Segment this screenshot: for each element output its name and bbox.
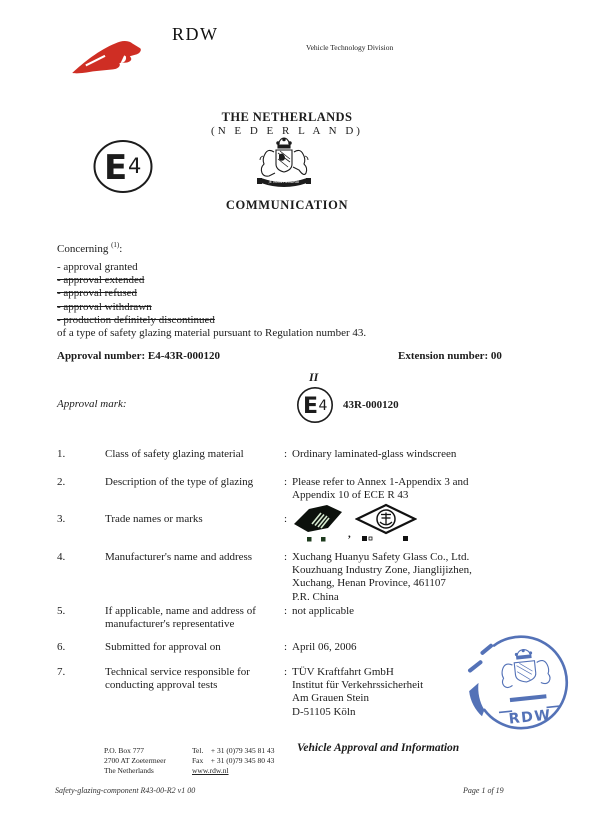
item-value: Please refer to Annex 1-Appendix 3 and	[292, 476, 469, 488]
rdw-logo-icon	[68, 33, 150, 81]
item-value: Kouzhuang Industry Zone, Jianglijizhen,	[292, 564, 472, 577]
netherlands-coat-of-arms-icon	[249, 136, 319, 196]
concerning-footnote-ref: (1)	[111, 241, 120, 249]
concerning-item: - production definitely discontinued	[57, 313, 215, 326]
concerning-closing: of a type of safety glazing material pursuant to Regulation number 43.	[57, 327, 367, 339]
item-row-1	[57, 448, 557, 461]
item-value: Xuchang Huanyu Safety Glass Co., Ltd.	[292, 551, 470, 563]
footer-fax: Fax + 31 (0)79 345 80 43	[192, 756, 275, 765]
item-value: Appendix 10 of ECE R 43	[292, 489, 409, 502]
item-label: Manufacturer's name and address	[105, 551, 253, 563]
colon: :	[284, 551, 288, 563]
concerning-colon: :	[119, 243, 123, 255]
approval-mark-digit: 4	[318, 398, 328, 414]
concerning-item: - approval withdrawn	[57, 300, 152, 313]
footer-address-line: The Netherlands	[104, 766, 154, 775]
colon: :	[284, 605, 288, 617]
brand-title: RDW	[172, 24, 219, 44]
item-label: Submitted for approval on	[105, 641, 221, 653]
approval-mark-letter: E	[303, 394, 319, 419]
communication-heading: COMMUNICATION	[225, 198, 349, 212]
item-label: If applicable, name and address of manufacturer's representative	[105, 605, 256, 631]
item-label: Trade names or marks	[105, 513, 203, 525]
colon: :	[284, 666, 288, 678]
colon: :	[284, 448, 288, 460]
rdw-stamp-icon	[460, 618, 594, 752]
item-value: TÜV Kraftfahrt GmbH	[292, 666, 394, 678]
coat-of-arms-motto: JE MAINTIENDRAI	[268, 180, 300, 185]
colon: :	[284, 513, 288, 525]
approval-mark-label: Approval mark:	[57, 398, 127, 410]
item-value: D-51105 Köln	[292, 705, 356, 718]
e4-badge-letter: E	[104, 148, 128, 188]
item-value: P.R. China	[292, 590, 339, 603]
footer-tagline: Vehicle Approval and Information	[297, 742, 460, 754]
item-row-4	[57, 551, 557, 604]
concerning-list	[57, 261, 215, 327]
item-number: 3.	[57, 513, 66, 525]
roman-numeral: II	[309, 370, 319, 384]
item-number: 1.	[57, 448, 66, 460]
extension-number: Extension number: 00	[398, 350, 502, 362]
item-value: Institut für Verkehrssicherheit	[292, 679, 424, 692]
approval-number: Approval number: E4-43R-000120	[57, 350, 220, 362]
item-label: Technical service responsible for conducting approval tests	[105, 666, 250, 692]
colon: :	[284, 476, 288, 488]
trademark-separator: ,	[348, 527, 351, 540]
footer-address-line: P.O. Box 777	[104, 746, 145, 755]
rdw-stamp	[460, 618, 595, 756]
approval-mark-e4-icon	[296, 386, 334, 424]
country-native-title: (N E D E R L A N D)	[211, 125, 363, 137]
item-number: 2.	[57, 476, 66, 488]
concerning-label: Concerning	[57, 243, 109, 255]
item-label: Class of safety glazing material	[105, 448, 244, 460]
e4-approval-badge-icon	[92, 139, 154, 194]
item-value: Am Grauen Stein	[292, 692, 369, 705]
footer-contacts	[192, 746, 274, 776]
item-row-3	[57, 513, 557, 547]
trademark-diamond-logo-icon	[355, 503, 417, 547]
item-value: Ordinary laminated-glass windscreen	[292, 448, 457, 460]
item-number: 6.	[57, 641, 66, 653]
country-title: THE NETHERLANDS	[221, 110, 353, 124]
concerning-item: - approval refused	[57, 287, 138, 300]
trademark-gem-logo-icon	[292, 503, 344, 547]
concerning-item: - approval extended	[57, 274, 145, 287]
item-number: 5.	[57, 605, 66, 617]
concerning-heading	[57, 239, 122, 256]
footer-tel: Tel. + 31 (0)79 345 81 43	[192, 746, 275, 755]
stamp-text: RDW	[507, 707, 553, 728]
footer-address	[104, 746, 166, 776]
page-number: Page 1 of 19	[463, 786, 504, 795]
approval-mark-number: 43R-000120	[343, 399, 399, 411]
e4-badge-digit: 4	[128, 154, 142, 178]
item-number: 4.	[57, 551, 66, 563]
item-label: Description of the type of glazing	[105, 476, 254, 488]
footer-address-line: 2700 AT Zoetermeer	[104, 756, 166, 765]
item-value: not applicable	[292, 605, 355, 617]
item-value: Xuchang, Henan Province, 461107	[292, 577, 446, 590]
footer-website-link: www.rdw.nl	[192, 766, 229, 775]
item-number: 7.	[57, 666, 66, 678]
division-label: Vehicle Technology Division	[306, 43, 394, 52]
item-value: April 06, 2006	[292, 641, 357, 653]
concerning-item: - approval granted	[57, 261, 138, 273]
document-reference: Safety-glazing-component R43-00-R2 v1 00	[55, 786, 196, 795]
colon: :	[284, 641, 288, 653]
item-row-2	[57, 476, 557, 502]
